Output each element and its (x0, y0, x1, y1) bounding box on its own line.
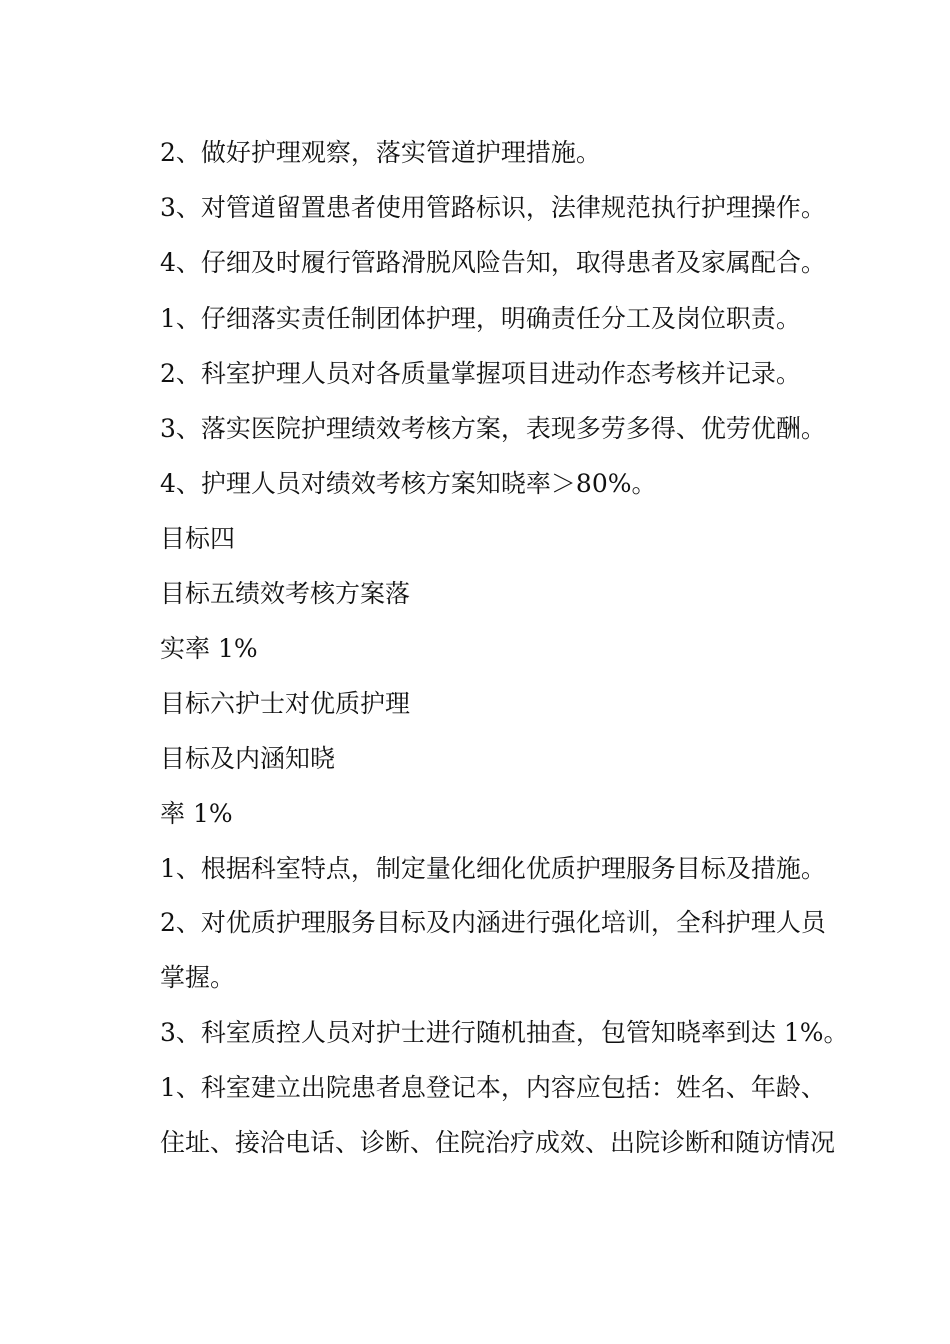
text-line: 实率 1% (160, 634, 258, 663)
text-line: 4、护理人员对绩效考核方案知晓率＞80%。 (160, 469, 657, 498)
text-line: 率 1% (160, 799, 233, 828)
text-line: 2、科室护理人员对各质量掌握项目进动作态考核并记录。 (160, 359, 801, 388)
text-line: 住址、接洽电话、诊断、住院治疗成效、出院诊断和随访情况 (160, 1128, 836, 1157)
text-line: 掌握。 (160, 963, 236, 992)
text-line: 目标六护士对优质护理 (160, 689, 411, 718)
text-line: 2、对优质护理服务目标及内涵进行强化培训，全科护理人员 (160, 908, 826, 937)
text-line: 目标五绩效考核方案落 (160, 579, 411, 608)
text-line: 4、仔细及时履行管路滑脱风险告知，取得患者及家属配合。 (160, 248, 826, 277)
heading-line: 目标四 (160, 524, 236, 553)
text-line: 1、仔细落实责任制团体护理，明确责任分工及岗位职责。 (160, 304, 801, 333)
text-line: 3、对管道留置患者使用管路标识，法律规范执行护理操作。 (160, 193, 826, 222)
text-line: 1、科室建立出院患者息登记本，内容应包括：姓名、年龄、 (160, 1073, 826, 1102)
text-line: 3、科室质控人员对护士进行随机抽查，包管知晓率到达 1%。 (160, 1018, 849, 1047)
text-line: 目标及内涵知晓 (160, 744, 336, 773)
text-line: 2、做好护理观察，落实管道护理措施。 (160, 138, 601, 167)
text-line: 3、落实医院护理绩效考核方案，表现多劳多得、优劳优酬。 (160, 414, 826, 443)
text-line: 1、根据科室特点，制定量化细化优质护理服务目标及措施。 (160, 854, 826, 883)
